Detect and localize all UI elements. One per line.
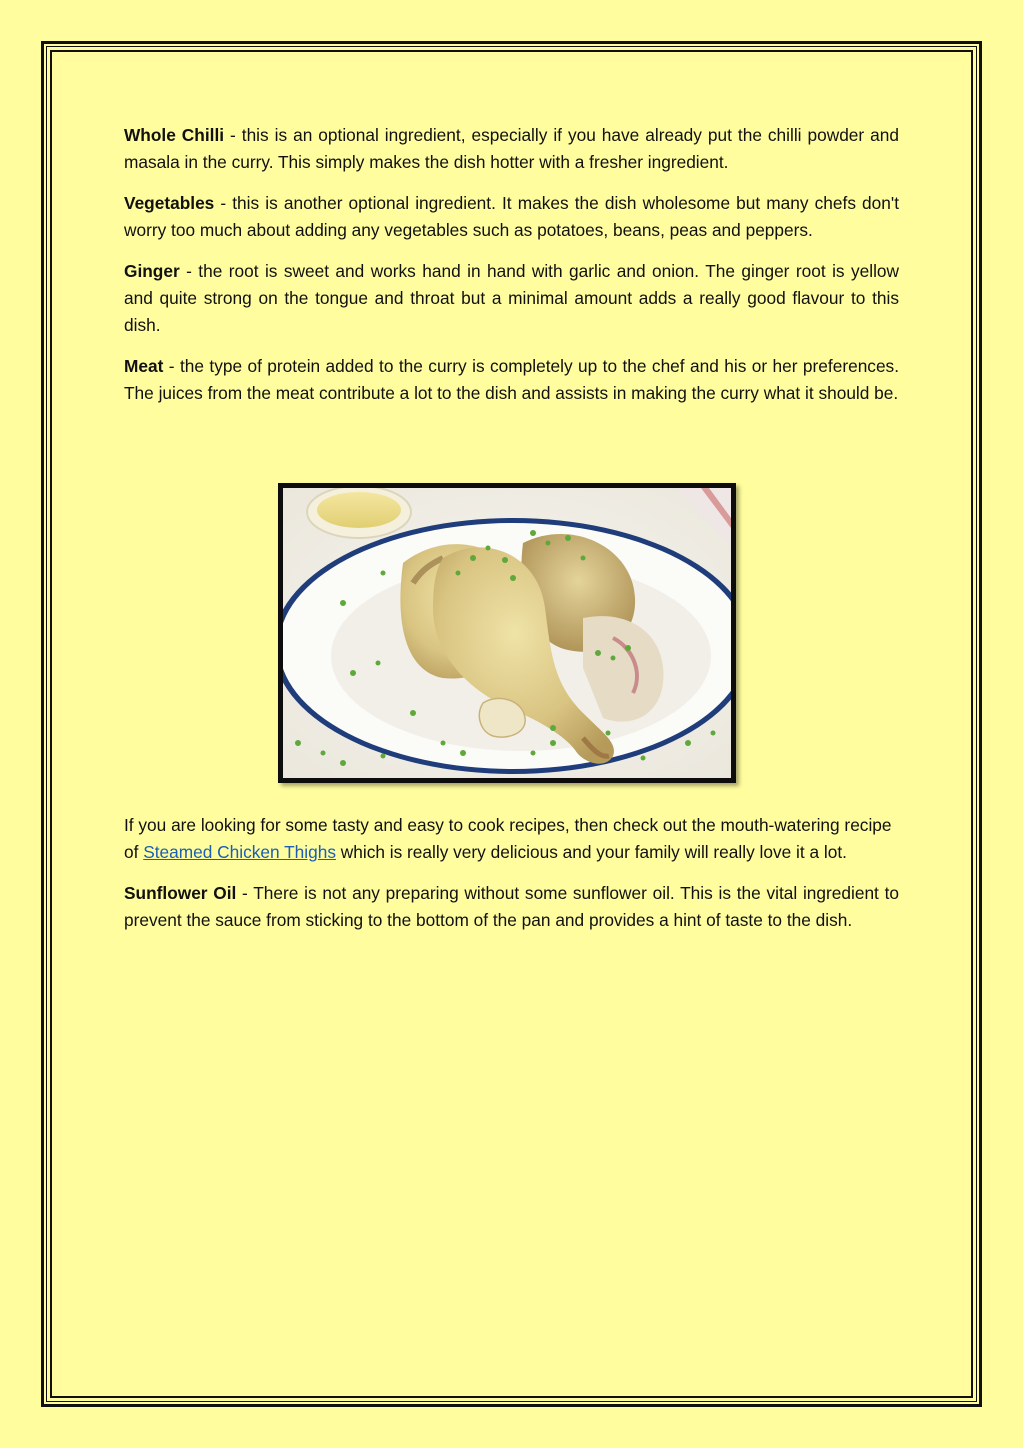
paragraph-ginger <box>124 258 899 340</box>
steamed-chicken-thighs-link[interactable]: Steamed Chicken Thighs <box>143 842 336 863</box>
term-ginger: Ginger <box>124 260 180 281</box>
term-whole-chilli: Whole Chilli <box>124 125 225 145</box>
description-whole-chilli: - this is an optional ingredient, especially if you have already put the chilli powder and masala in the curry. This simply makes the dish hotter with a fresher ingredient. <box>124 125 899 173</box>
paragraph-vegetables <box>124 190 899 245</box>
promo-paragraph <box>124 812 899 867</box>
term-vegetables: Vegetables <box>124 192 215 213</box>
recipe-promo-section <box>124 812 899 948</box>
promo-text-before: If you are looking for some tasty and easy to cook recipes, then check out the mouth-watering recipe of <box>124 815 892 863</box>
chicken-dish-illustration <box>283 488 731 778</box>
paragraph-meat <box>124 353 899 408</box>
term-sunflower-oil: Sunflower Oil <box>124 882 237 903</box>
description-sunflower-oil: - There is not any preparing without some sunflower oil. This is the vital ingredient to prevent the sauce from sticking to the bottom of the pan and provides a hint of taste to the dish. <box>124 882 900 931</box>
description-ginger: - the root is sweet and works hand in hand with garlic and onion. The ginger root is yellow and quite strong on the tongue and throat but a minimal amount adds a really good flavour to this dish. <box>124 260 899 336</box>
description-meat: - the type of protein added to the curry is completely up to the chef and his or her preferences. The juices from the meat contribute a lot to the dish and assists in making the curry what it should be. <box>124 355 899 404</box>
promo-text-after: which is really very delicious and your family will really love it a lot. <box>335 842 847 863</box>
ingredient-list <box>124 122 899 421</box>
term-meat: Meat <box>124 355 164 376</box>
paragraph-sunflower-oil <box>124 880 899 935</box>
paragraph-whole-chilli <box>124 122 899 177</box>
description-vegetables: - this is another optional ingredient. It makes the dish wholesome but many chefs don't worry too much about adding any vegetables such as potatoes, beans, peas and peppers. <box>124 192 899 241</box>
chicken-dish-photo <box>278 483 736 783</box>
